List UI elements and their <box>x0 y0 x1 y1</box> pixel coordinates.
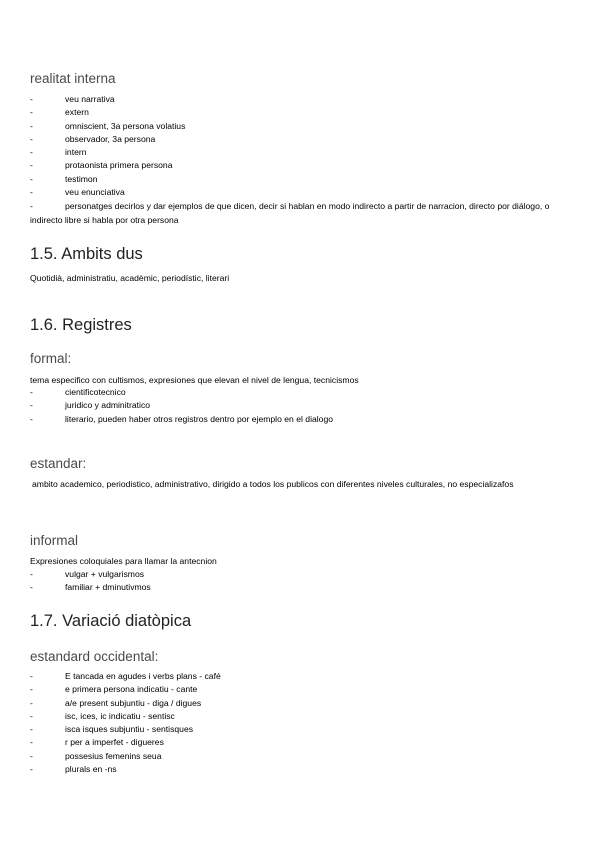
list-item: - protaonista primera persona <box>30 159 580 172</box>
bullet-dash: - <box>30 107 33 118</box>
list-item: - vulgar + vulgarismos <box>30 568 580 581</box>
bullet-dash: - <box>30 684 33 695</box>
list-item: - extern <box>30 106 580 119</box>
bullet-dash: - <box>30 750 33 761</box>
list-item: - plurals en -ns <box>30 763 580 776</box>
list-item: - a/e present subjuntiu - diga / digues <box>30 697 580 710</box>
heading-realitat-interna: realitat interna <box>30 71 116 86</box>
list-item: - e primera persona indicatiu - cante <box>30 683 580 696</box>
bullet-dash: - <box>30 413 33 424</box>
bullet-dash: - <box>30 400 33 411</box>
paragraph-informal-intro: Expresiones coloquiales para llamar la antecnion <box>30 556 217 566</box>
list-item: - observador, 3a persona <box>30 133 580 146</box>
bullet-dash: - <box>30 569 33 579</box>
bullet-dash: - <box>30 147 33 158</box>
paragraph-formal-intro: tema especifico con cultismos, expresiones que elevan el nivel de lengua, tecnicismos <box>30 375 359 385</box>
list-item: - isc, ices, ic indicatiu - sentisc <box>30 710 580 723</box>
bullet-dash: - <box>30 201 33 212</box>
list-formal <box>30 386 580 426</box>
heading-estandard-occidental: estandard occidental: <box>30 649 159 664</box>
list-item: - possesius femenins seua <box>30 750 580 763</box>
bullet-dash: - <box>30 187 33 198</box>
list-item: - literario, pueden haber otros registros dentro por ejemplo en el dialogo <box>30 413 580 426</box>
heading-estandar: estandar: <box>30 456 87 471</box>
bullet-dash: - <box>30 697 33 708</box>
bullet-dash: - <box>30 94 33 104</box>
list-item: - isca isques subjuntiu - sentisques <box>30 723 580 736</box>
list-item: - veu enunciativa <box>30 186 580 199</box>
bullet-dash: - <box>30 173 33 184</box>
paragraph-estandar: ambito academico, periodistico, administrativo, dirigido a todos los publicos con diferentes niveles culturales, no especializafos <box>32 479 514 489</box>
list-item: - testimon <box>30 173 580 186</box>
heading-formal: formal: <box>30 351 72 366</box>
bullet-dash: - <box>30 671 33 681</box>
list-item: - familiar + dminutivmos <box>30 581 580 594</box>
bullet-dash: - <box>30 710 33 721</box>
bullet-dash: - <box>30 737 33 748</box>
bullet-dash: - <box>30 764 33 775</box>
list-informal <box>30 568 580 595</box>
heading-variacio-diatopica: 1.7. Variació diatòpica <box>30 612 192 630</box>
heading-informal: informal <box>30 533 79 548</box>
bullet-dash: - <box>30 724 33 735</box>
list-item-long: - personatges decirlos y dar ejemplos de que dicen, decir si hablan en modo indirecto a partir de narracion, directo por diálogo, o indirecto libre si habla por otra persona <box>30 201 550 226</box>
bullet-dash: - <box>30 582 33 593</box>
list-item: - veu narrativa <box>30 93 580 106</box>
bullet-dash: - <box>30 120 33 131</box>
list-item: - E tancada en agudes i verbs plans - café <box>30 670 580 683</box>
bullet-dash: - <box>30 160 33 171</box>
list-estandard-occidental <box>30 670 580 776</box>
heading-registres: 1.6. Registres <box>30 316 132 334</box>
list-item: - cientificotecnico <box>30 386 580 399</box>
heading-ambits-dus: 1.5. Ambits dus <box>30 245 143 263</box>
list-item: - omniscient, 3a persona volatius <box>30 120 580 133</box>
list-item: - juridico y adminitratico <box>30 399 580 412</box>
bullet-dash: - <box>30 387 33 397</box>
list-item: - r per a imperfet - digueres <box>30 736 580 749</box>
bullet-dash: - <box>30 133 33 144</box>
paragraph-ambits: Quotidià, administratiu, acadèmic, periodístic, literari <box>30 273 230 283</box>
list-realitat-interna <box>30 93 580 227</box>
list-item: - intern <box>30 146 580 159</box>
